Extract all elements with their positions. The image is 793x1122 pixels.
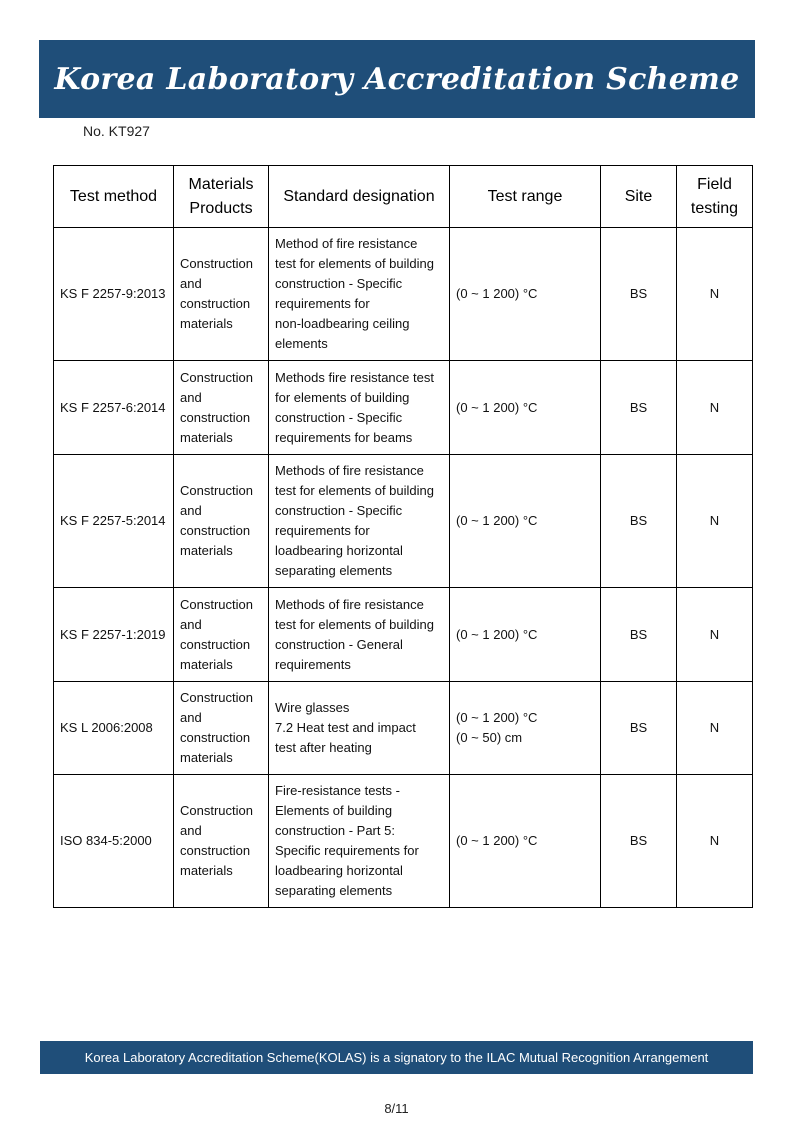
site-cell: BS <box>601 588 677 682</box>
materials-cell: Construction and construction materials <box>174 682 269 775</box>
accreditation-scope-table <box>53 165 753 908</box>
test-range-cell: (0 ~ 1 200) °C <box>450 588 601 682</box>
table-header-row <box>54 166 753 228</box>
standard-designation-cell: Methods of fire resistance test for elements of building construction - Specific requirements for loadbearing horizontal separating elements <box>269 455 450 588</box>
table-row <box>54 361 753 455</box>
site-cell: BS <box>601 682 677 775</box>
standard-designation-cell: Method of fire resistance test for elements of building construction - Specific requirements for non-loadbearing ceiling elements <box>269 228 450 361</box>
column-header-field-testing: Field testing <box>677 166 753 228</box>
site-cell: BS <box>601 228 677 361</box>
field-testing-cell: N <box>677 682 753 775</box>
table-row <box>54 682 753 775</box>
site-cell: BS <box>601 775 677 908</box>
table-row <box>54 588 753 682</box>
test-method-cell: KS F 2257-1:2019 <box>54 588 174 682</box>
test-range-cell: (0 ~ 1 200) °C <box>450 361 601 455</box>
test-method-cell: KS L 2006:2008 <box>54 682 174 775</box>
standard-designation-cell: Wire glasses 7.2 Heat test and impact test after heating <box>269 682 450 775</box>
standard-designation-cell: Fire-resistance tests - Elements of building construction - Part 5: Specific requirements for loadbearing horizontal separating elements <box>269 775 450 908</box>
field-testing-cell: N <box>677 588 753 682</box>
header-banner <box>39 40 755 118</box>
test-range-cell: (0 ~ 1 200) °C <box>450 228 601 361</box>
test-method-cell: KS F 2257-5:2014 <box>54 455 174 588</box>
materials-cell: Construction and construction materials <box>174 455 269 588</box>
test-method-cell: KS F 2257-9:2013 <box>54 228 174 361</box>
field-testing-cell: N <box>677 455 753 588</box>
materials-cell: Construction and construction materials <box>174 361 269 455</box>
certificate-number: No. KT927 <box>83 123 150 139</box>
table-row <box>54 775 753 908</box>
test-range-cell: (0 ~ 1 200) °C (0 ~ 50) cm <box>450 682 601 775</box>
site-cell: BS <box>601 361 677 455</box>
test-method-cell: ISO 834-5:2000 <box>54 775 174 908</box>
test-range-cell: (0 ~ 1 200) °C <box>450 775 601 908</box>
test-range-cell: (0 ~ 1 200) °C <box>450 455 601 588</box>
test-method-cell: KS F 2257-6:2014 <box>54 361 174 455</box>
field-testing-cell: N <box>677 775 753 908</box>
column-header-standard-designation: Standard designation <box>269 166 450 228</box>
materials-cell: Construction and construction materials <box>174 588 269 682</box>
header-title: Korea Laboratory Accreditation Scheme <box>54 61 740 97</box>
standard-designation-cell: Methods fire resistance test for elements of building construction - Specific requirements for beams <box>269 361 450 455</box>
footer-banner <box>40 1041 753 1074</box>
column-header-site: Site <box>601 166 677 228</box>
column-header-test-range: Test range <box>450 166 601 228</box>
table-row <box>54 228 753 361</box>
column-header-test-method: Test method <box>54 166 174 228</box>
materials-cell: Construction and construction materials <box>174 228 269 361</box>
column-header-materials-products: Materials Products <box>174 166 269 228</box>
standard-designation-cell: Methods of fire resistance test for elements of building construction - General requirements <box>269 588 450 682</box>
page-number: 8/11 <box>384 1101 409 1116</box>
site-cell: BS <box>601 455 677 588</box>
field-testing-cell: N <box>677 361 753 455</box>
materials-cell: Construction and construction materials <box>174 775 269 908</box>
table-row <box>54 455 753 588</box>
footer-text: Korea Laboratory Accreditation Scheme(KOLAS) is a signatory to the ILAC Mutual Recognition Arrangement <box>84 1050 709 1065</box>
field-testing-cell: N <box>677 228 753 361</box>
